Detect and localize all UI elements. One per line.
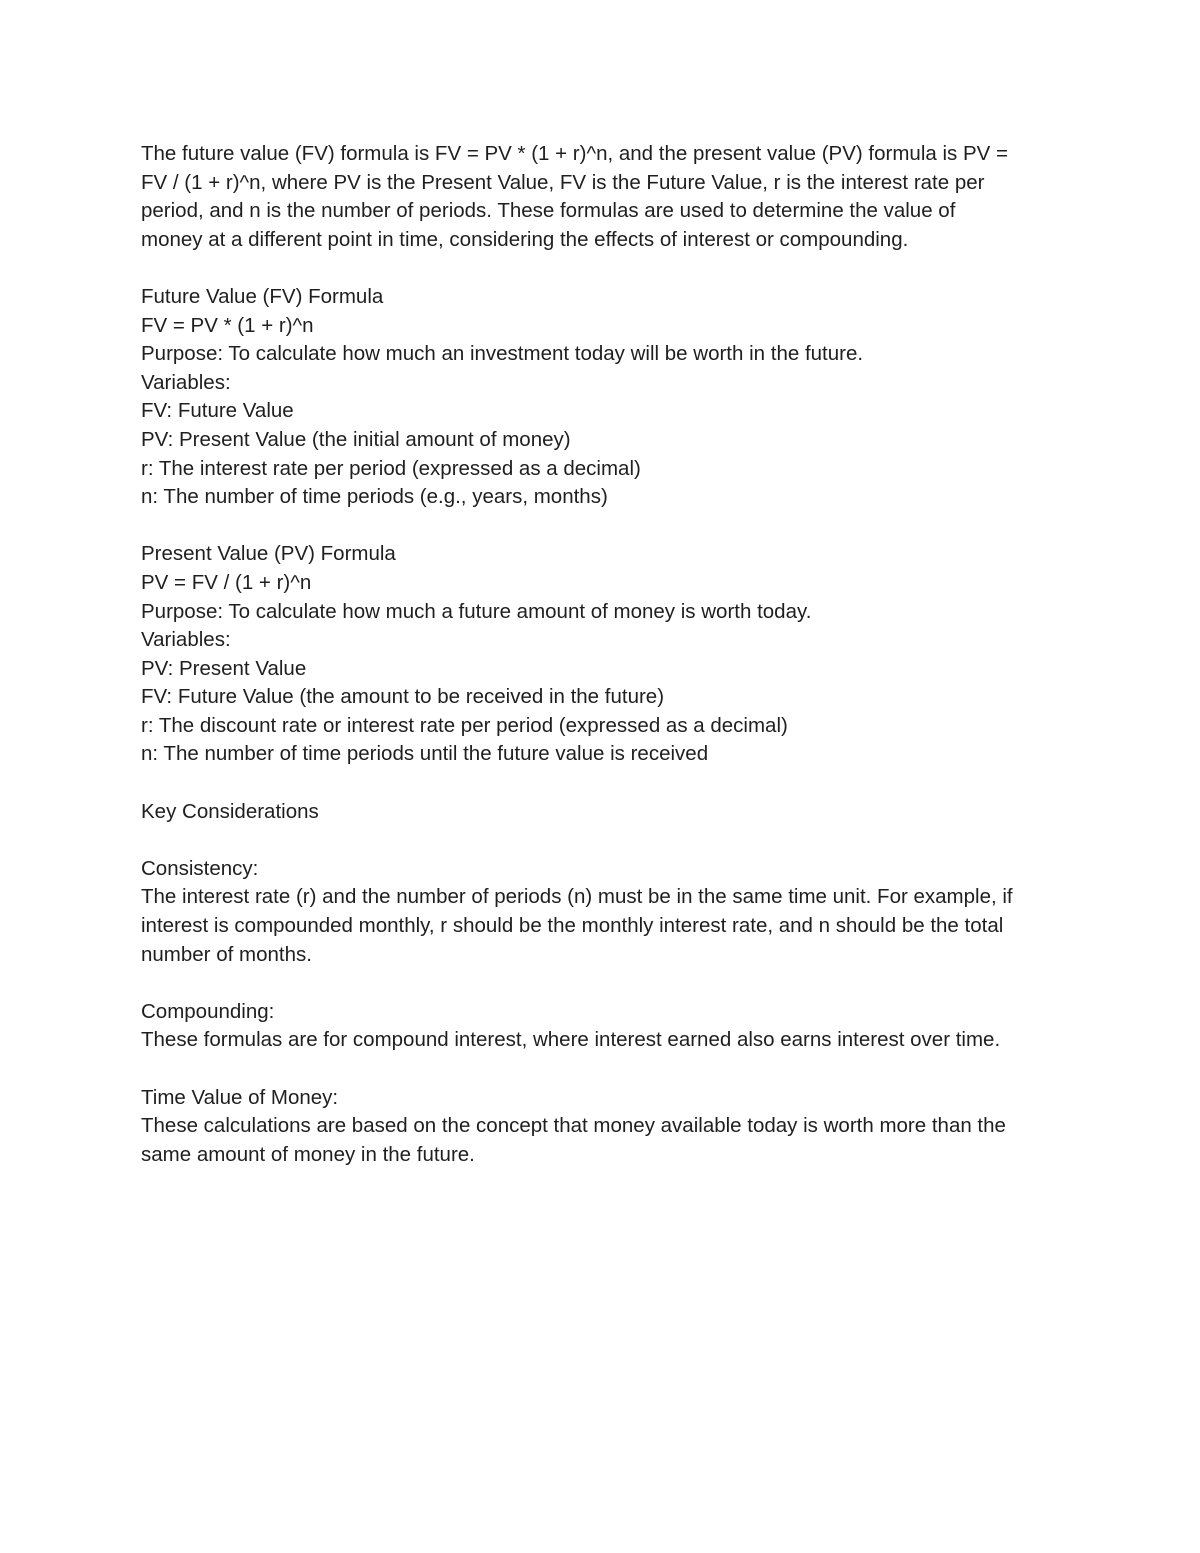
pv-variables-label: Variables:	[141, 628, 231, 652]
consistency-label: Consistency:	[141, 856, 259, 880]
compounding-label: Compounding:	[141, 999, 275, 1023]
fv-variable-item: n: The number of time periods (e.g., years, months)	[141, 485, 608, 509]
time-value-line: same amount of money in the future.	[141, 1142, 475, 1166]
pv-variable-item: n: The number of time periods until the future value is received	[141, 742, 709, 766]
intro-line: money at a different point in time, considering the effects of interest or compounding.	[141, 227, 909, 251]
intro-paragraph	[141, 140, 1066, 254]
key-considerations-heading: Key Considerations	[141, 799, 319, 823]
pv-heading: Present Value (PV) Formula	[141, 542, 396, 566]
fv-heading: Future Value (FV) Formula	[141, 284, 384, 308]
compounding-block	[141, 998, 1066, 1055]
pv-variable-item: r: The discount rate or interest rate per period (expressed as a decimal)	[141, 713, 788, 737]
fv-section	[141, 283, 1066, 512]
fv-variables-label: Variables:	[141, 370, 231, 394]
blank-line	[141, 512, 1066, 541]
blank-line	[141, 254, 1066, 283]
fv-variable-item: FV: Future Value	[141, 399, 294, 423]
fv-formula: FV = PV * (1 + r)^n	[141, 313, 314, 337]
blank-line	[141, 826, 1066, 855]
intro-line: The future value (FV) formula is FV = PV * (1 + r)^n, and the present value (PV) formula is PV =	[141, 142, 1008, 165]
pv-purpose: Purpose: To calculate how much a future amount of money is worth today.	[141, 599, 812, 623]
fv-variable-item: r: The interest rate per period (expressed as a decimal)	[141, 456, 641, 480]
intro-line: period, and n is the number of periods. These formulas are used to determine the value of	[141, 199, 956, 223]
pv-variable-item: FV: Future Value (the amount to be received in the future)	[141, 685, 665, 709]
pv-section	[141, 540, 1066, 769]
key-considerations-section	[141, 798, 1066, 827]
blank-line	[141, 969, 1066, 998]
pv-variable-item: PV: Present Value	[141, 656, 307, 680]
document-page	[141, 140, 1066, 1169]
time-value-block	[141, 1084, 1066, 1170]
fv-variable-item: PV: Present Value (the initial amount of money)	[141, 427, 571, 451]
blank-line	[141, 769, 1066, 798]
fv-purpose: Purpose: To calculate how much an investment today will be worth in the future.	[141, 342, 864, 366]
intro-line: FV / (1 + r)^n, where PV is the Present Value, FV is the Future Value, r is the interest rate per	[141, 170, 985, 194]
consistency-block	[141, 855, 1066, 969]
consistency-line: The interest rate (r) and the number of periods (n) must be in the same time unit. For example, if	[141, 885, 1013, 909]
time-value-line: These calculations are based on the concept that money available today is worth more than the	[141, 1114, 1006, 1138]
compounding-line: These formulas are for compound interest, where interest earned also earns interest over time.	[141, 1028, 1001, 1052]
pv-formula: PV = FV / (1 + r)^n	[141, 570, 312, 594]
consistency-line: number of months.	[141, 942, 312, 966]
blank-line	[141, 1055, 1066, 1084]
consistency-line: interest is compounded monthly, r should be the monthly interest rate, and n should be the total	[141, 914, 1004, 938]
time-value-label: Time Value of Money:	[141, 1085, 339, 1109]
